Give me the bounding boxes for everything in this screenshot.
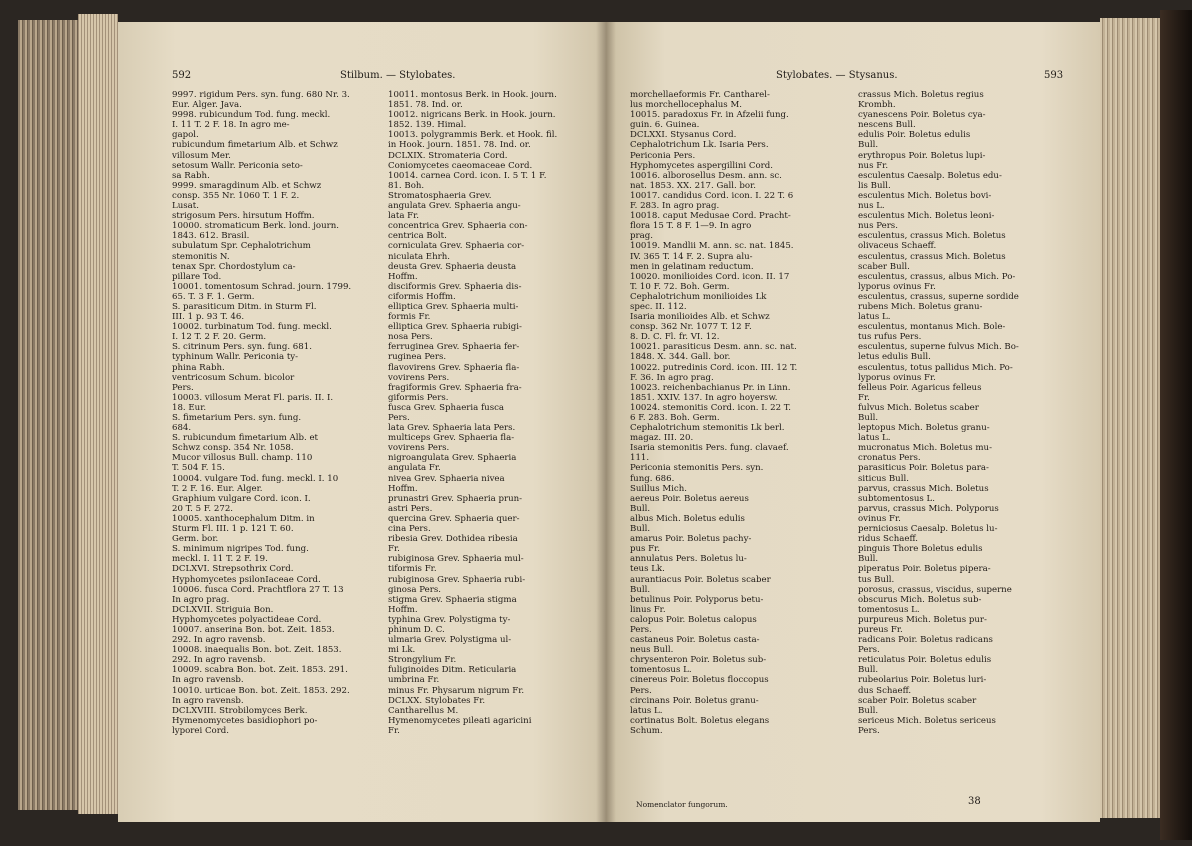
text-line: ovinus Fr. (858, 513, 901, 524)
text-line: scaber Poir. Boletus scaber (858, 695, 977, 706)
text-line: olivaceus Schaeff. (858, 241, 937, 252)
text-line: 10009. scabra Bon. bot. Zeit. 1853. 291. (172, 665, 348, 676)
text-line: erythropus Poir. Boletus lupi- (858, 150, 986, 161)
text-line: Cephalotrichum monilioides Lk (630, 291, 767, 302)
text-line: 10020. monilioides Cord. icon. II. 17 (630, 271, 790, 282)
text-line: Isaria monilioides Alb. et Schwz (630, 312, 770, 323)
text-line: 1848. X. 344. Gall. bor. (630, 352, 731, 363)
text-line: 1851. XXIV. 137. In agro hoyersw. (630, 392, 778, 403)
text-line: 10007. anserina Bon. bot. Zeit. 1853. (172, 624, 335, 635)
text-line: flora 15 T. 8 F. 1—9. In agro (630, 221, 752, 232)
text-line: Lusat. (172, 201, 199, 212)
text-line: Pers. (858, 725, 880, 736)
text-line: rubiginosa Grev. Sphaeria mul- (388, 554, 524, 565)
text-line: 292. In agro ravensb. (172, 655, 266, 666)
text-line: Bull. (630, 584, 651, 595)
text-line: Suillus Mich. (630, 483, 687, 494)
left-page-column-2 (388, 90, 598, 736)
text-line: purpureus Mich. Boletus pur- (858, 614, 987, 625)
text-line: concentrica Grev. Sphaeria con- (388, 221, 528, 232)
text-line: S. minimum nigripes Tod. fung. (172, 544, 309, 555)
text-line: subtomentosus L. (858, 493, 935, 504)
text-line: men in gelatinam reductum. (630, 261, 754, 272)
text-line: nivea Grev. Sphaeria nivea (388, 473, 505, 484)
text-line: perniciosus Caesalp. Boletus lu- (858, 524, 998, 535)
text-line: flavovirens Grev. Sphaeria fla- (388, 362, 520, 373)
text-line: 10024. stemonitis Cord. icon. I. 22 T. (630, 402, 791, 413)
text-line: lis Bull. (858, 180, 891, 191)
text-line: calopus Poir. Boletus calopus (630, 614, 757, 625)
text-line: Pers. (858, 645, 880, 656)
text-line: DCLXXI. Stysanus Cord. (630, 130, 737, 141)
text-line: Fr. (858, 392, 870, 403)
text-line: esculentus, crassus Mich. Boletus (858, 231, 1006, 242)
text-line: 10022. putredinis Cord. icon. III. 12 T. (630, 362, 798, 373)
text-line: chrysenteron Poir. Boletus sub- (630, 655, 767, 666)
text-line: Pers. (630, 685, 652, 696)
text-line: annulatus Pers. Boletus lu- (630, 554, 747, 565)
text-line: 9997. rigidum Pers. syn. fung. 680 Nr. 3. (172, 90, 350, 100)
text-line: castaneus Poir. Boletus casta- (630, 635, 760, 646)
text-line: stigma Grev. Sphaeria stigma (388, 594, 517, 605)
text-line: Coniomycetes caeomaceae Cord. (388, 160, 533, 171)
text-line: linus Fr. (630, 604, 666, 615)
text-line: pus Fr. (630, 544, 661, 555)
text-line: Mucor villosus Bull. champ. 110 (172, 453, 313, 464)
right-page-number: 593 (1044, 70, 1064, 81)
text-line: Eur. Alger. Java. (172, 100, 242, 111)
text-line: morchellaeformis Fr. Cantharel- (630, 90, 770, 100)
text-line: lus morchellocephalus M. (630, 100, 742, 111)
text-line: Strongylium Fr. (388, 655, 457, 666)
footer-title: Nomenclator fungorum. (636, 800, 728, 809)
text-line: phina Rabh. (172, 362, 225, 373)
text-line: ruginea Pers. (388, 352, 447, 363)
text-line: radicans Poir. Boletus radicans (858, 635, 993, 646)
text-line: consp. 355 Nr. 1060 T. 1 F. 2. (172, 190, 300, 201)
text-line: Periconia stemonitis Pers. syn. (630, 463, 764, 474)
text-line: pinguis Thore Boletus edulis (858, 544, 983, 555)
text-line: 10019. Mandlii M. ann. sc. nat. 1845. (630, 241, 794, 252)
text-line: cina Pers. (388, 524, 431, 535)
right-page-column-1 (630, 90, 850, 736)
text-line: DCLXVIII. Strobilomyces Berk. (172, 705, 308, 716)
text-line: cronatus Pers. (858, 453, 921, 464)
text-line: mucronatus Mich. Boletus mu- (858, 443, 992, 454)
text-line: parvus, crassus Mich. Boletus (858, 483, 989, 494)
text-line: angulata Grev. Sphaeria angu- (388, 201, 521, 212)
text-line: Bull. (858, 665, 879, 676)
text-line: edulis Poir. Boletus edulis (858, 130, 971, 141)
text-line: cyanescens Poir. Boletus cya- (858, 110, 986, 121)
text-line: subulatum Spr. Cephalotrichum (172, 241, 311, 252)
left-page-number: 592 (172, 70, 192, 81)
text-line: villosum Mer. (172, 150, 231, 161)
book-cover-edge (1160, 10, 1192, 840)
text-line: phinum D. C. (388, 624, 445, 635)
text-line: latus L. (858, 433, 891, 444)
text-line: parvus, crassus Mich. Polyporus (858, 503, 999, 514)
text-line: Bull. (630, 503, 651, 514)
text-line: 10000. stromaticum Berk. lond. journ. (172, 221, 339, 232)
text-line: Cantharellus M. (388, 705, 459, 716)
text-line: tomentosus L. (858, 604, 920, 615)
text-line: S. parasiticum Ditm. in Sturm Fl. (172, 301, 317, 312)
text-line: lata Fr. (388, 211, 420, 222)
text-line: disciformis Grev. Sphaeria dis- (388, 281, 522, 292)
text-line: 10001. tomentosum Schrad. journ. 1799. (172, 281, 352, 292)
text-line: 65. T. 3 F. 1. Germ. (172, 291, 255, 302)
text-line: Fr. (388, 544, 400, 555)
text-line: 292. In agro ravensb. (172, 635, 266, 646)
text-line: 81. Boh. (388, 180, 425, 191)
text-line: teus Lk. (630, 564, 665, 575)
text-line: esculentus, crassus Mich. Boletus (858, 251, 1006, 262)
text-line: DCLXIX. Stromateria Cord. (388, 150, 508, 161)
text-line: strigosum Pers. hirsutum Hoffm. (172, 211, 315, 222)
text-line: Pers. (630, 624, 652, 635)
text-line: 18. Eur. (172, 402, 207, 413)
text-line: dus Schaeff. (858, 685, 912, 696)
text-line: 20 T. 5 F. 272. (172, 503, 234, 514)
text-line: tenax Spr. Chordostylum ca- (172, 261, 296, 272)
page-edges-left (18, 20, 78, 810)
text-line: setosum Wallr. Periconia seto- (172, 160, 303, 171)
text-line: pureus Fr. (858, 624, 903, 635)
text-line: esculentus, crassus, superne sordide (858, 291, 1019, 302)
text-line: Cephalotrichum Lk. Isaria Pers. (630, 140, 769, 151)
text-line: ridus Schaeff. (858, 534, 919, 545)
text-line: 10021. parasiticus Desm. ann. sc. nat. (630, 342, 797, 353)
text-line: minus Fr. Physarum nigrum Fr. (388, 685, 525, 696)
text-line: piperatus Poir. Boletus pipera- (858, 564, 991, 575)
text-line: nat. 1853. XX. 217. Gall. bor. (630, 180, 756, 191)
text-line: nus Pers. (858, 221, 898, 232)
text-line: fragiformis Grev. Sphaeria fra- (388, 382, 522, 393)
text-line: meckl. I. 11 T. 2 F. 19. (172, 554, 268, 565)
text-line: 10003. villosum Merat Fl. paris. II. I. (172, 392, 334, 403)
text-line: 10011. montosus Berk. in Hook. journ. (388, 90, 557, 100)
text-line: multiceps Grev. Sphaeria fla- (388, 433, 515, 444)
text-line: vovirens Pers. (388, 443, 450, 454)
text-line: Krombh. (858, 100, 896, 111)
text-line: Hymenomycetes pileati agaricini (388, 715, 532, 726)
text-line: lyporus ovinus Fr. (858, 372, 936, 383)
text-line: fung. 686. (630, 473, 675, 484)
text-line: 6 F. 283. Boh. Germ. (630, 413, 720, 423)
text-line: Germ. bor. (172, 534, 219, 545)
text-line: 10018. caput Medusae Cord. Pracht- (630, 211, 791, 222)
text-line: fulvus Mich. Boletus scaber (858, 402, 979, 413)
text-line: nosa Pers. (388, 332, 433, 343)
text-line: DCLXVII. Striguia Bon. (172, 604, 274, 615)
text-line: lyporus ovinus Fr. (858, 281, 936, 292)
text-line: 1852. 139. Himal. (388, 120, 467, 131)
left-page-column-1 (172, 90, 382, 736)
text-line: 10004. vulgare Tod. fung. meckl. I. 10 (172, 473, 339, 484)
text-line: formis Fr. (388, 312, 431, 323)
text-line: Schum. (630, 725, 663, 736)
text-line: S. fimetarium Pers. syn. fung. (172, 413, 302, 423)
text-line: III. 1 p. 93 T. 46. (172, 312, 245, 323)
text-line: centrica Bolt. (388, 231, 447, 242)
text-line: corniculata Grev. Sphaeria cor- (388, 241, 525, 252)
text-line: Hoffm. (388, 604, 418, 615)
text-line: In agro ravensb. (172, 675, 244, 686)
text-line: fusca Grev. Sphaeria fusca (388, 402, 505, 413)
text-line: rubens Mich. Boletus granu- (858, 301, 983, 312)
text-line: cortinatus Bolt. Boletus elegans (630, 715, 770, 726)
text-line: amarus Poir. Boletus pachy- (630, 534, 752, 545)
text-line: I. 11 T. 2 F. 18. In agro me- (172, 120, 290, 131)
text-line: 10002. turbinatum Tod. fung. meckl. (172, 322, 332, 333)
text-line: 8. D. C. Fl. fr. VI. 12. (630, 332, 720, 343)
text-line: typhinum Wallr. Periconia ty- (172, 352, 299, 363)
text-line: in Hook. journ. 1851. 78. Ind. or. (388, 140, 531, 151)
text-line: aurantiacus Poir. Boletus scaber (630, 574, 771, 585)
text-line: lata Grev. Sphaeria lata Pers. (388, 423, 516, 434)
text-line: ferruginea Grev. Sphaeria fer- (388, 342, 520, 353)
right-page-column-2 (858, 90, 1068, 736)
text-line: Hoffm. (388, 483, 418, 494)
text-line: nescens Bull. (858, 120, 916, 131)
text-line: esculentus, totus pallidus Mich. Po- (858, 362, 1013, 373)
text-line: latus L. (630, 705, 663, 716)
text-line: DCLXX. Stylobates Fr. (388, 695, 486, 706)
text-line: crassus Mich. Boletus regius (858, 90, 984, 100)
text-line: 684. (172, 423, 192, 434)
text-line: Hoffm. (388, 271, 418, 282)
text-line: leptopus Mich. Boletus granu- (858, 423, 990, 434)
text-line: Periconia Pers. (630, 150, 696, 161)
text-line: 10015. paradoxus Fr. in Afzelii fung. (630, 110, 789, 121)
text-line: letus edulis Bull. (858, 352, 931, 363)
text-line: deusta Grev. Sphaeria deusta (388, 261, 517, 272)
text-line: Pers. (172, 382, 194, 393)
text-line: reticulatus Poir. Boletus edulis (858, 655, 992, 666)
text-line: magaz. III. 20. (630, 433, 694, 444)
text-line: T. 10 F. 72. Boh. Germ. (630, 281, 730, 292)
text-line: typhina Grev. Polystigma ty- (388, 614, 511, 625)
text-line: mi Lk. (388, 645, 416, 656)
text-line: felleus Poir. Agaricus felleus (858, 382, 982, 393)
text-line: 10008. inaequalis Bon. bot. Zeit. 1853. (172, 645, 342, 656)
text-line: IV. 365 T. 14 F. 2. Supra alu- (630, 251, 753, 262)
text-line: Isaria stemonitis Pers. fung. clavaef. (630, 443, 789, 454)
text-line: siticus Bull. (858, 473, 909, 484)
text-line: F. 283. In agro prag. (630, 201, 720, 212)
text-line: Bull. (858, 140, 879, 151)
text-line: elliptica Grev. Sphaeria multi- (388, 301, 519, 312)
text-line: T. 504 F. 15. (172, 463, 225, 474)
right-running-head: Stylobates. — Stysanus. (776, 70, 898, 81)
text-line: parasiticus Poir. Boletus para- (858, 463, 989, 474)
text-line: Fr. (388, 725, 400, 736)
text-line: nigroangulata Grev. Sphaeria (388, 453, 517, 464)
text-line: ribesia Grev. Dothidea ribesia (388, 534, 518, 545)
left-running-head: Stilbum. — Stylobates. (340, 70, 456, 81)
text-line: astri Pers. (388, 503, 433, 514)
text-line: S. citrinum Pers. syn. fung. 681. (172, 342, 312, 353)
text-line: Hyphomycetes psilonIaceae Cord. (172, 574, 321, 585)
text-line: guin. 6. Guinea. (630, 120, 700, 131)
text-line: ciformis Hoffm. (388, 291, 456, 302)
text-line: esculentus, montanus Mich. Bole- (858, 322, 1006, 333)
text-line: circinans Poir. Boletus granu- (630, 695, 759, 706)
text-line: ulmaria Grev. Polystigma ul- (388, 635, 512, 646)
text-line: ginosa Pers. (388, 584, 441, 595)
text-line: Graphium vulgare Cord. icon. I. (172, 493, 311, 504)
text-line: DCLXVI. Strepsothrix Cord. (172, 564, 294, 575)
text-line: fuliginoides Ditm. Reticularia (388, 665, 517, 676)
text-line: 10014. carnea Cord. icon. I. 5 T. 1 F. (388, 170, 547, 181)
text-line: 1851. 78. Ind. or. (388, 100, 463, 111)
text-line: ventricosum Schum. bicolor (172, 372, 295, 383)
text-line: quercina Grev. Sphaeria quer- (388, 513, 520, 524)
page-edges-left-inner (78, 14, 118, 814)
text-line: nus L. (858, 201, 885, 212)
text-line: 1843. 612. Brasil. (172, 231, 250, 242)
text-line: Schwz consp. 354 Nr. 1058. (172, 443, 294, 454)
text-line: stemonitis N. (172, 251, 230, 262)
text-line: F. 36. In agro prag. (630, 372, 714, 383)
text-line: neus Bull. (630, 645, 674, 656)
text-line: Bull. (630, 524, 651, 535)
text-line: 10010. urticae Bon. bot. Zeit. 1853. 292. (172, 685, 350, 696)
text-line: sericeus Mich. Boletus sericeus (858, 715, 996, 726)
text-line: tus rufus Pers. (858, 332, 922, 343)
text-line: esculentus Caesalp. Boletus edu- (858, 170, 1002, 181)
text-line: giformis Pers. (388, 392, 449, 403)
text-line: vovirens Pers. (388, 372, 450, 383)
text-line: esculentus, superne fulvus Mich. Bo- (858, 342, 1019, 353)
text-line: aereus Poir. Boletus aereus (630, 493, 749, 504)
text-line: Bull. (858, 705, 879, 716)
text-line: esculentus Mich. Boletus leoni- (858, 211, 995, 222)
text-line: pillare Tod. (172, 271, 222, 282)
page-edges-right (1100, 18, 1162, 818)
text-line: angulata Fr. (388, 463, 441, 474)
text-line: obscurus Mich. Boletus sub- (858, 594, 982, 605)
text-line: niculata Ehrh. (388, 251, 450, 262)
text-line: Pers. (388, 413, 410, 423)
text-line: Hyphomycetes aspergillini Cord. (630, 160, 773, 171)
text-line: esculentus Mich. Boletus bovi- (858, 190, 992, 201)
text-line: 10017. candidus Cord. icon. I. 22 T. 6 (630, 190, 794, 201)
text-line: porosus, crassus, viscidus, superne (858, 584, 1012, 595)
text-line: nus Fr. (858, 160, 889, 171)
text-line: prag. (630, 231, 653, 242)
text-line: 9998. rubicundum Tod. fung. meckl. (172, 110, 331, 121)
text-line: Hymenomycetes basidiophori po- (172, 715, 318, 726)
text-line: rubiginosa Grev. Sphaeria rubi- (388, 574, 526, 585)
text-line: gapol. (172, 130, 199, 141)
text-line: consp. 362 Nr. 1077 T. 12 F. (630, 322, 752, 333)
text-line: rubicundum fimetarium Alb. et Schwz (172, 140, 338, 151)
text-line: 10005. xanthocephalum Ditm. in (172, 513, 315, 524)
text-line: 9999. smaragdinum Alb. et Schwz (172, 180, 322, 191)
text-line: 10012. nigricans Berk. in Hook. journ. (388, 110, 556, 121)
text-line: esculentus, crassus, albus Mich. Po- (858, 271, 1016, 282)
text-line: Hyphomycetes polyactideae Cord. (172, 614, 322, 625)
text-line: prunastri Grev. Sphaeria prun- (388, 493, 523, 504)
text-line: tiformis Fr. (388, 564, 437, 575)
text-line: tus Bull. (858, 574, 895, 585)
text-line: umbrina Fr. (388, 675, 440, 686)
text-line: rubeolarius Poir. Boletus luri- (858, 675, 987, 686)
text-line: 111. (630, 453, 650, 464)
text-line: S. rubicundum fimetarium Alb. et (172, 433, 319, 444)
text-line: elliptica Grev. Sphaeria rubigi- (388, 322, 522, 333)
text-line: 10006. fusca Cord. Prachtflora 27 T. 13 (172, 584, 344, 595)
text-line: Sturm Fl. III. 1 p. 121 T. 60. (172, 524, 294, 535)
text-line: Bull. (858, 554, 879, 565)
text-line: 10013. polygrammis Berk. et Hook. fil. (388, 130, 558, 141)
text-line: In agro ravensb. (172, 695, 244, 706)
text-line: albus Mich. Boletus edulis (630, 513, 745, 524)
text-line: I. 12 T. 2 F. 20. Germ. (172, 332, 267, 343)
text-line: lyporei Cord. (172, 725, 230, 736)
text-line: spec. II. 112. (630, 301, 687, 312)
text-line: Stromatosphaeria Grev. (388, 190, 492, 201)
signature-mark: 38 (968, 796, 981, 807)
text-line: Cephalotrichum stemonitis Lk berl. (630, 423, 785, 434)
text-line: cinereus Poir. Boletus floccopus (630, 675, 769, 686)
text-line: 10023. reichenbachianus Pr. in Linn. (630, 382, 791, 393)
text-line: scaber Bull. (858, 261, 910, 272)
text-line: Bull. (858, 413, 879, 423)
gutter-shadow (596, 22, 616, 822)
text-line: 10016. alborosellus Desm. ann. sc. (630, 170, 782, 181)
text-line: T. 2 F. 16. Eur. Alger. (172, 483, 263, 494)
text-line: sa Rabh. (172, 170, 210, 181)
text-line: latus L. (858, 312, 891, 323)
text-line: In agro prag. (172, 594, 230, 605)
text-line: betulinus Poir. Polyporus betu- (630, 594, 764, 605)
text-line: tomentosus L. (630, 665, 692, 676)
